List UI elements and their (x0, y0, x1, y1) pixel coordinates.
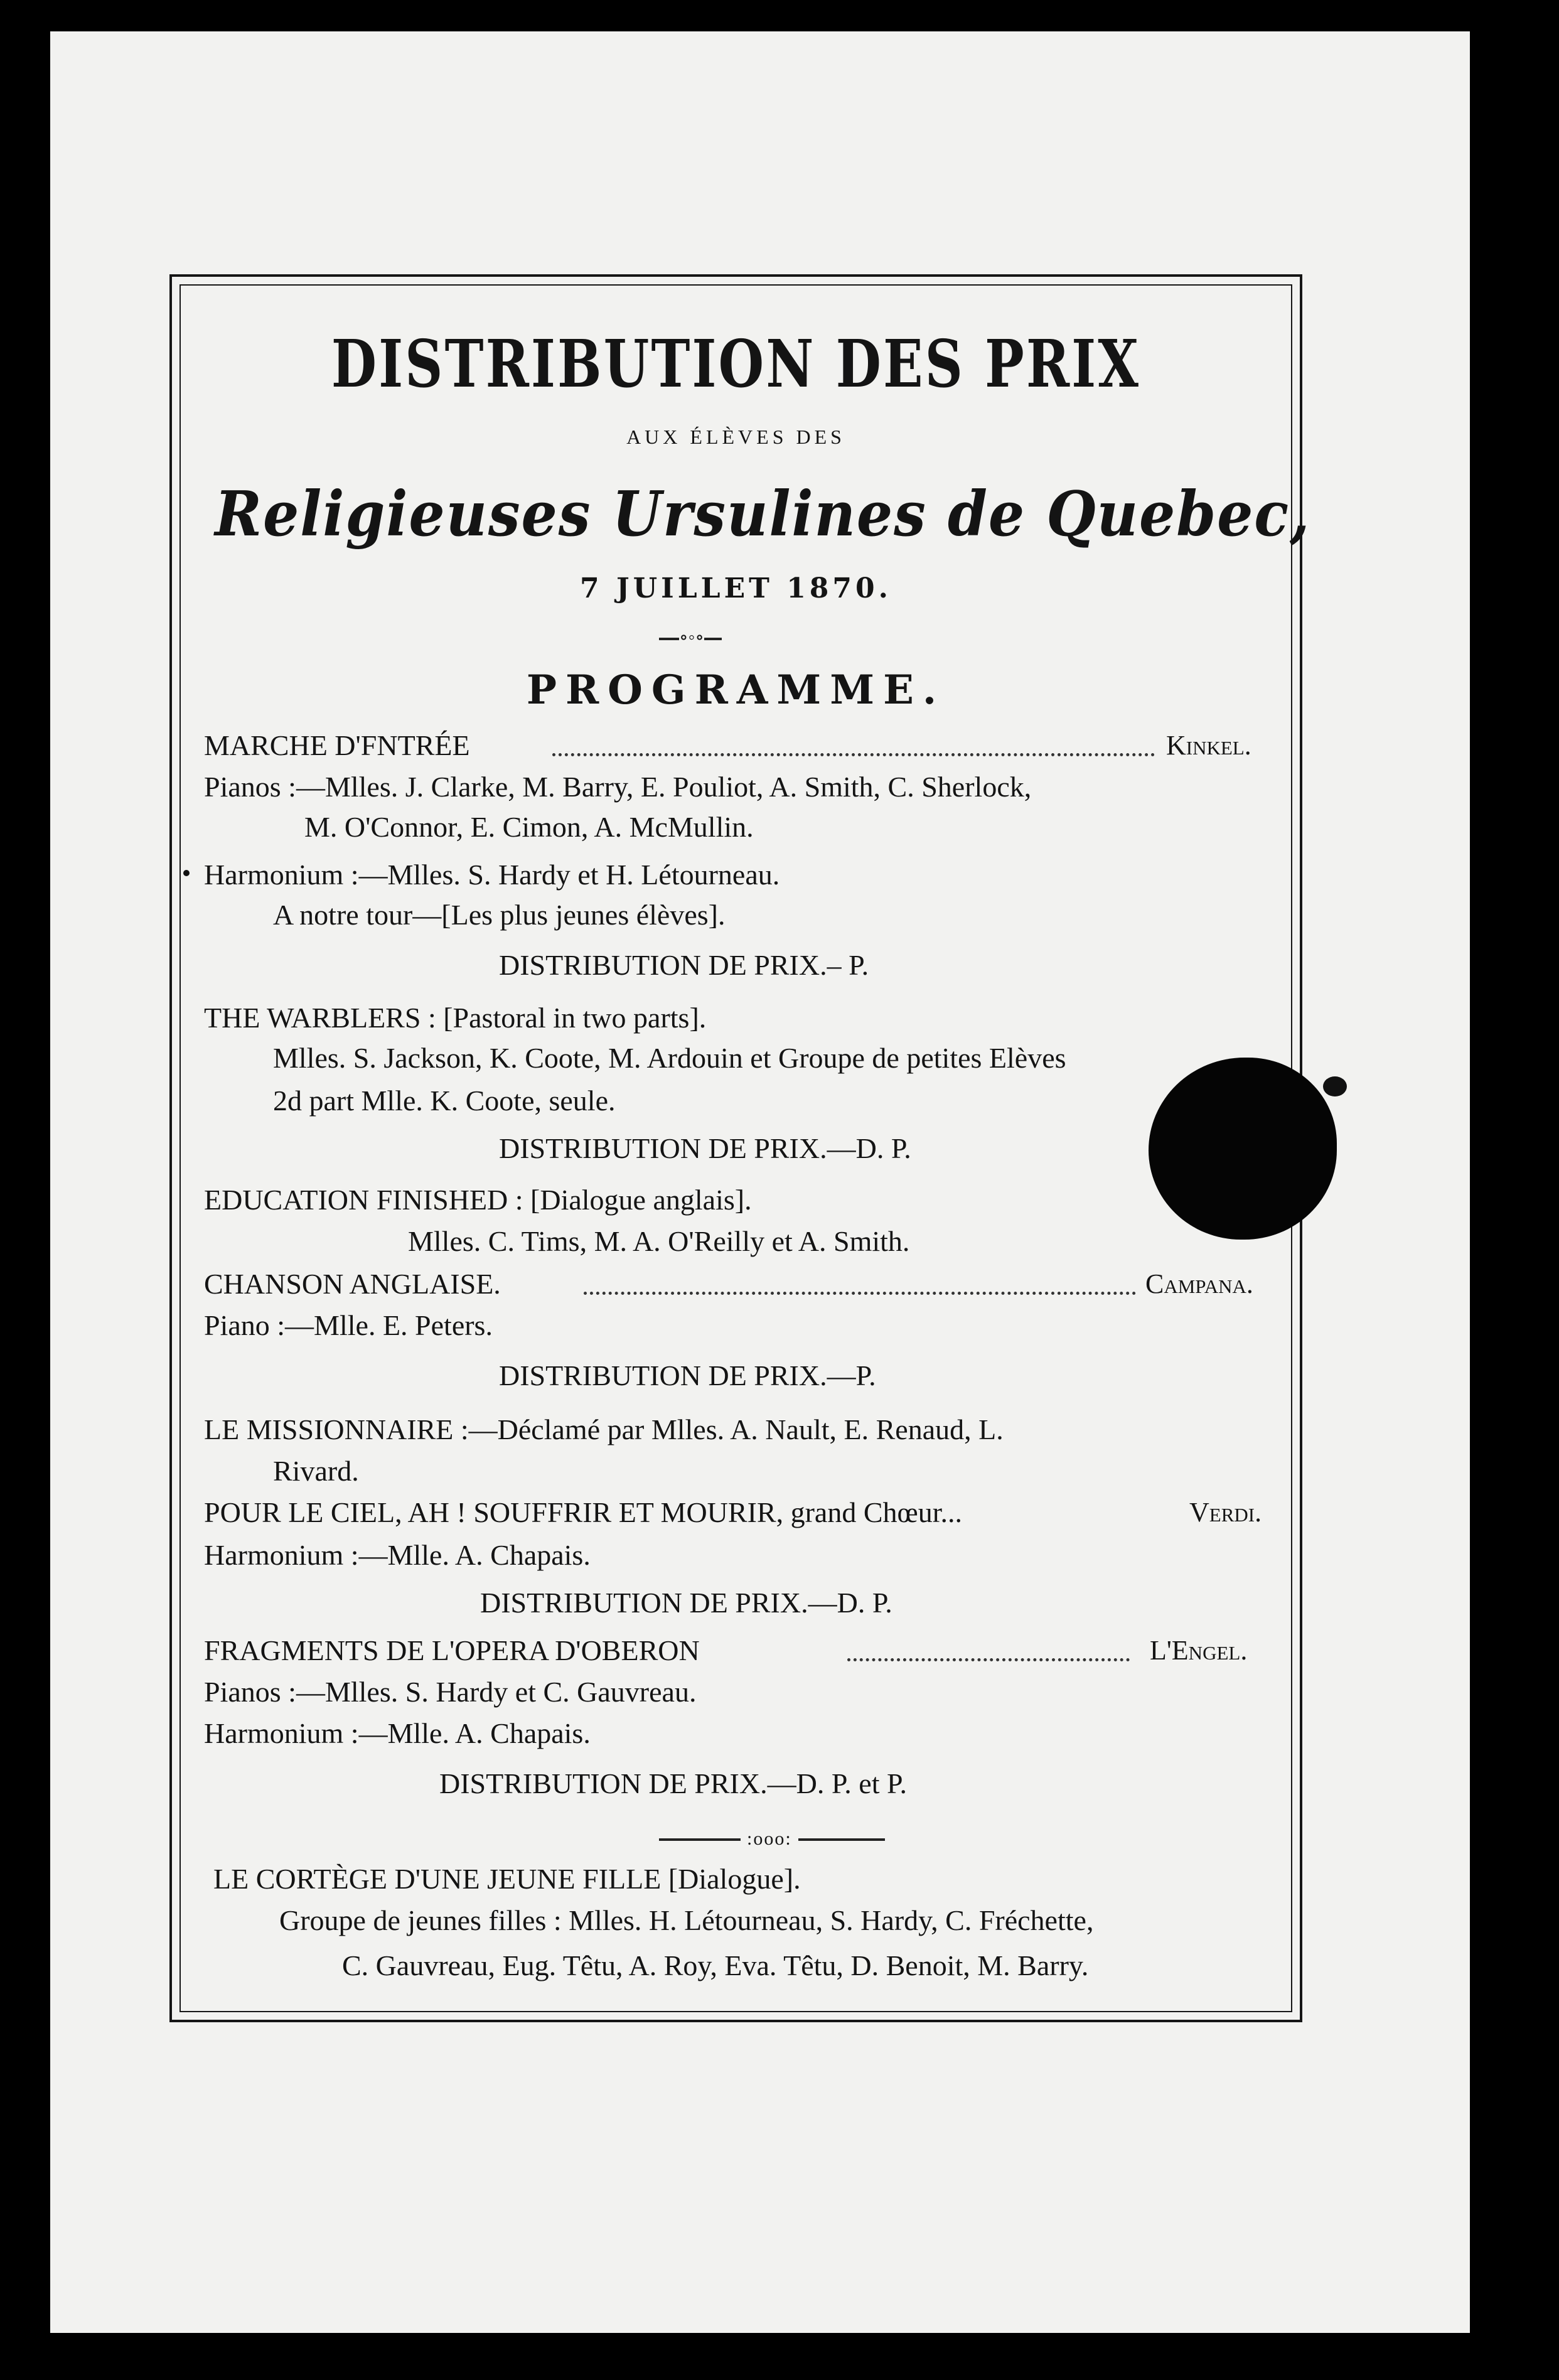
programme-line: MARCHE D'FNTRÉE (204, 729, 470, 761)
programme-line: THE WARBLERS : [Pastoral in two parts]. (204, 1002, 707, 1034)
composer: Kinkel. (1166, 730, 1251, 761)
composer: Campana. (1145, 1268, 1253, 1299)
composer: Verdi. (1189, 1497, 1262, 1528)
ink-speck (1323, 1076, 1347, 1096)
programme-line: Harmonium :—Mlle. A. Chapais. (204, 1717, 591, 1749)
programme-line: A notre tour—[Les plus jeunes élèves]. (273, 899, 726, 931)
leader-dots (847, 1658, 1130, 1661)
programme-line: Rivard. (273, 1455, 359, 1487)
separator: :ooo: (741, 1821, 798, 1857)
programme-heading: PROGRAMME. (526, 667, 946, 714)
distribution-line: DISTRIBUTION DE PRIX.—D. P. (499, 1132, 911, 1164)
programme-line: Mlles. C. Tims, M. A. O'Reilly et A. Smith. (408, 1225, 910, 1257)
finale-line: Groupe de jeunes filles : Mlles. H. Létourneau, S. Hardy, C. Fréchette, (279, 1904, 1094, 1936)
programme-line: Mlles. S. Jackson, K. Coote, M. Ardouin et Groupe de petites Elèves (273, 1042, 1066, 1074)
programme-line: Pianos :—Mlles. J. Clarke, M. Barry, E. Pouliot, A. Smith, C. Sherlock, (204, 771, 1032, 803)
school-name: Religieuses Ursulines de Quebec, (215, 478, 1311, 550)
programme-line: Harmonium :—Mlle. A. Chapais. (204, 1539, 591, 1571)
programme-line: Harmonium :—Mlles. S. Hardy et H. Létourneau. (204, 859, 780, 891)
programme-line: FRAGMENTS DE L'OPERA D'OBERON (204, 1634, 700, 1666)
distribution-line: DISTRIBUTION DE PRIX.—D. P. (480, 1587, 892, 1619)
programme-line: EDUCATION FINISHED : [Dialogue anglais]. (204, 1184, 752, 1216)
distribution-line: DISTRIBUTION DE PRIX.—D. P. et P. (439, 1767, 907, 1799)
finale-title: LE CORTÈGE D'UNE JEUNE FILLE [Dialogue]. (213, 1863, 801, 1895)
ornament-icon: ∘◦∘ (679, 627, 705, 648)
programme-line: POUR LE CIEL, AH ! SOUFFRIR ET MOURIR, grand Chœur... (204, 1496, 962, 1528)
margin-dot-icon (183, 870, 190, 876)
distribution-line: DISTRIBUTION DE PRIX.– P. (499, 949, 869, 981)
programme-line: CHANSON ANGLAISE. (204, 1268, 501, 1300)
distribution-line: DISTRIBUTION DE PRIX.—P. (499, 1359, 876, 1391)
finale-line: C. Gauvreau, Eug. Têtu, A. Roy, Eva. Têtu, D. Benoit, M. Barry. (342, 1949, 1089, 1981)
composer: L'Engel. (1150, 1635, 1248, 1666)
programme-line: Piano :—Mlle. E. Peters. (204, 1309, 493, 1341)
subtitle: AUX ÉLÈVES DES (626, 426, 845, 448)
leader-dots (552, 753, 1155, 756)
programme-line: LE MISSIONNAIRE :—Déclamé par Mlles. A. Nault, E. Renaud, L. (204, 1413, 1004, 1445)
programme-line: 2d part Mlle. K. Coote, seule. (273, 1085, 616, 1117)
programme-line: Pianos :—Mlles. S. Hardy et C. Gauvreau. (204, 1676, 697, 1708)
programme-line: M. O'Connor, E. Cimon, A. McMullin. (304, 811, 754, 843)
page-title: DISTRIBUTION DES PRIX (331, 325, 1141, 402)
event-date: 7 JUILLET 1870. (580, 572, 892, 604)
ink-blot (1149, 1058, 1337, 1240)
leader-dots (584, 1292, 1136, 1295)
